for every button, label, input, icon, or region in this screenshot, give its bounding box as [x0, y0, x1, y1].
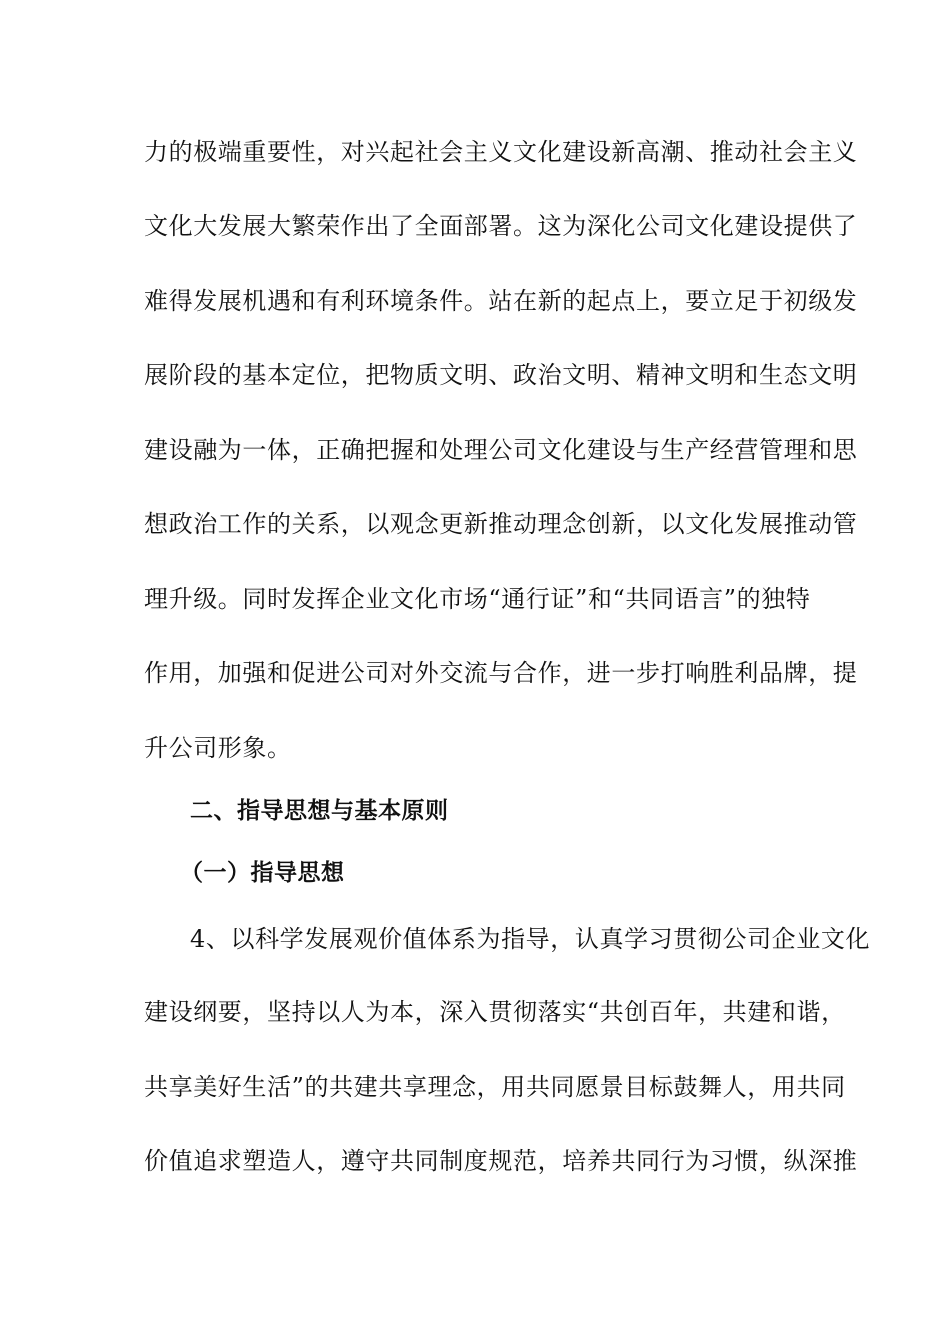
paragraph-line: 价值追求塑造人，遵守共同制度规范，培养共同行为习惯，纵深推 — [144, 1147, 858, 1175]
paragraph-line: 力的极端重要性，对兴起社会主义文化建设新高潮、推动社会主义 — [144, 138, 858, 166]
paragraph-line: 展阶段的基本定位，把物质文明、政治文明、精神文明和生态文明 — [144, 361, 858, 389]
paragraph-line: 建设纲要，坚持以人为本，深入贯彻落实“共创百年，共建和谐， — [144, 998, 846, 1026]
paragraph-line: 文化大发展大繁荣作出了全面部署。这为深化公司文化建设提供了 — [144, 212, 858, 240]
paragraph-line: 想政治工作的关系，以观念更新推动理念创新，以文化发展推动管 — [144, 510, 858, 538]
subsection-heading: （一）指导思想 — [180, 860, 345, 886]
paragraph-line: 共享美好生活”的共建共享理念，用共同愿景目标鼓舞人，用共同 — [144, 1073, 846, 1101]
paragraph-line: 理升级。同时发挥企业文化市场“通行证”和“共同语言”的独特 — [144, 585, 811, 613]
section-heading: 二、指导思想与基本原则 — [190, 798, 449, 824]
paragraph-line: 升公司形象。 — [144, 734, 292, 762]
paragraph-line: 作用，加强和促进公司对外交流与合作，进一步打响胜利品牌，提 — [144, 659, 858, 687]
paragraph-line: 4、以科学发展观价值体系为指导，认真学习贯彻公司企业文化 — [190, 925, 871, 953]
paragraph-line: 难得发展机遇和有利环境条件。站在新的起点上，要立足于初级发 — [144, 287, 858, 315]
paragraph-line: 建设融为一体，正确把握和处理公司文化建设与生产经营管理和思 — [144, 436, 858, 464]
